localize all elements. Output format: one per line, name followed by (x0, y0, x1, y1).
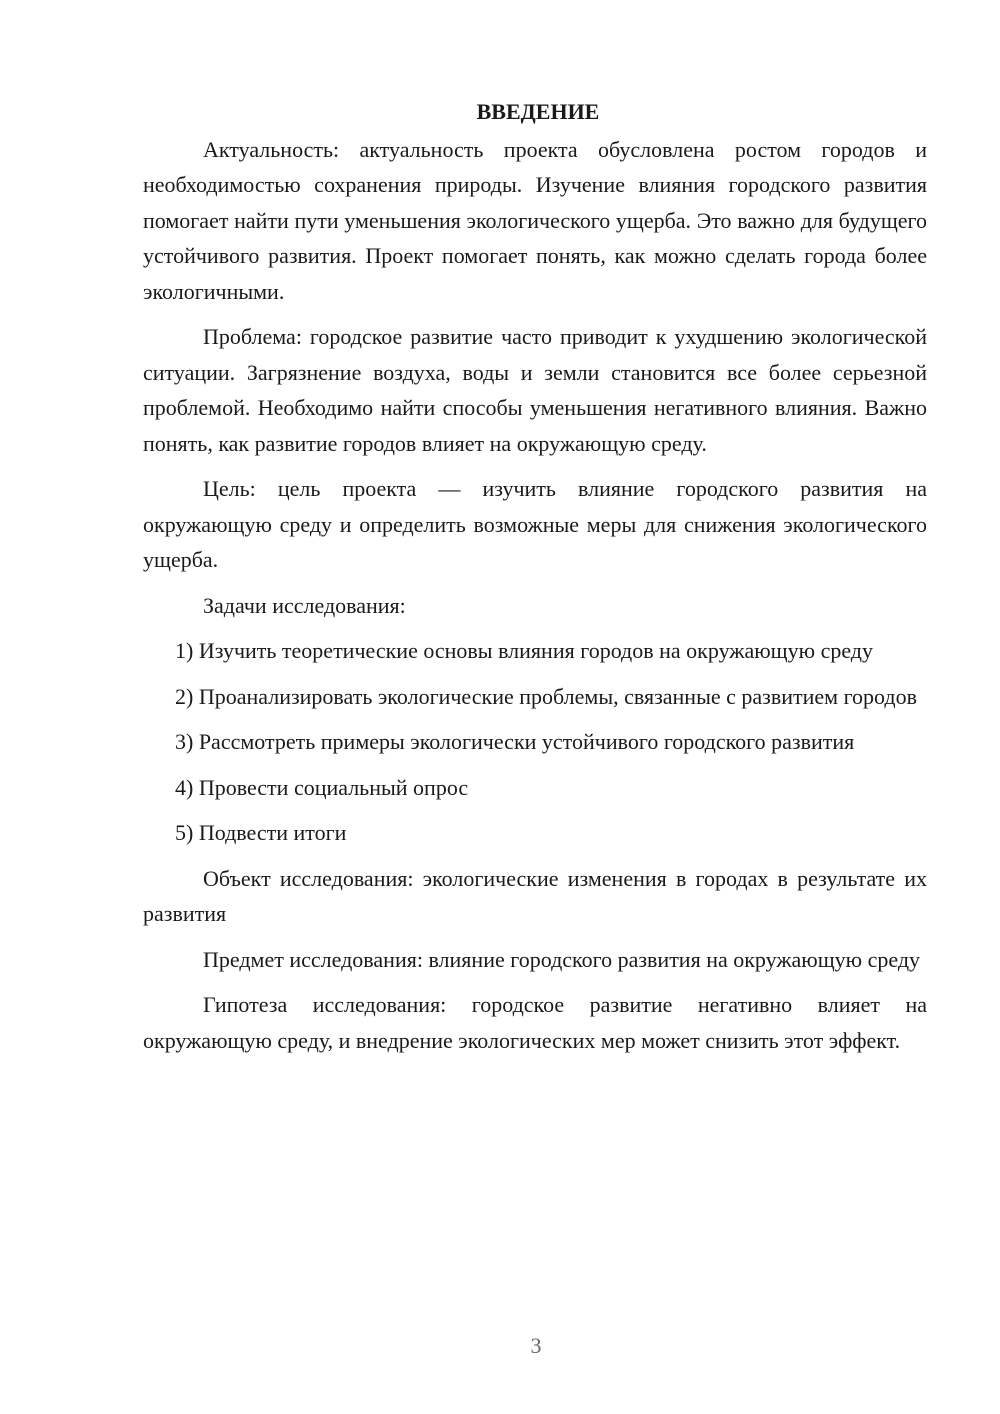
section-heading: ВВЕДЕНИЕ (476, 99, 600, 124)
page-number: 3 (530, 1333, 542, 1358)
paragraph-goal: Цель: цель проекта — изучить влияние городского развития на окружающую среду и определить возможные меры для снижения экологического ущерба. (143, 476, 927, 572)
paragraph-tasks-intro: Задачи исследования: (203, 592, 406, 618)
task-item-4: 4) Провести социальный опрос (175, 774, 469, 800)
task-item-2: 2) Проанализировать экологические проблемы, связанные с развитием городов (175, 683, 918, 709)
task-item-1: 1) Изучить теоретические основы влияния городов на окружающую среду (175, 638, 873, 663)
paragraph-relevance: Актуальность: актуальность проекта обусловлена ростом городов и необходимостью сохранения природы. Изучение влияния городского развития помогает найти пути уменьшения экологического ущерба. Это важно для будущего устойчивого развития. Проект помогает понять, как можно сделать города более экологичными. (143, 136, 927, 304)
paragraph-object: Объект исследования: экологические изменения в городах в результате их развития (143, 865, 927, 926)
paragraph-hypothesis: Гипотеза исследования: городское развитие негативно влияет на окружающую среду, и внедрение экологических мер может снизить этот эффект. (143, 992, 927, 1053)
task-item-3: 3) Рассмотреть примеры экологически устойчивого городского развития (175, 729, 855, 754)
task-item-5: 5) Подвести итоги (175, 820, 347, 845)
paragraph-problem: Проблема: городское развитие часто приводит к ухудшению экологической ситуации. Загрязнение воздуха, воды и земли становится все более серьезной проблемой. Необходимо найти способы уменьшения негативного влияния. Важно понять, как развитие городов влияет на окружающую среду. (143, 324, 927, 456)
page-body (143, 94, 927, 1068)
paragraph-subject: Предмет исследования: влияние городского развития на окружающую среду (203, 946, 921, 972)
